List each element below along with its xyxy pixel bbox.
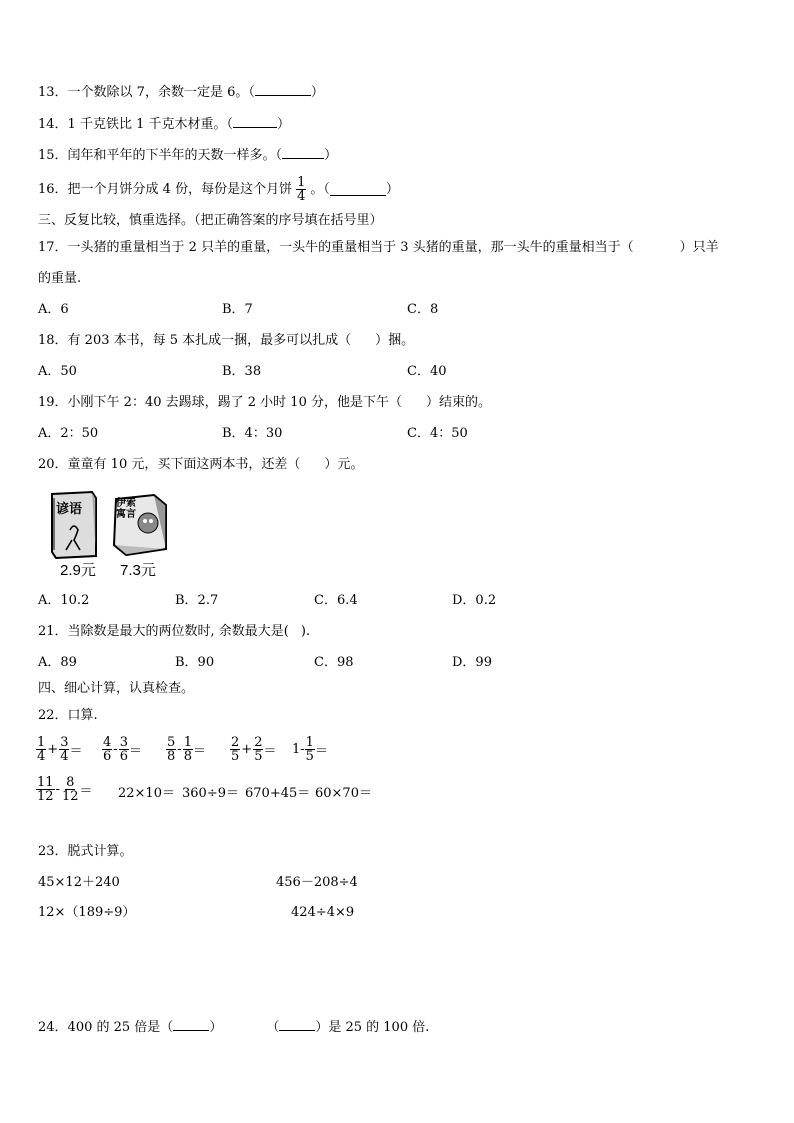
question-16 [38,176,399,203]
expression: 12×（189÷9） [38,905,136,920]
option-b[interactable]: B．2.7 [175,593,219,608]
question-number: 22． [38,708,68,723]
option-b[interactable]: B．4：30 [222,426,283,441]
paren-close: ） [310,85,324,100]
option-b[interactable]: B．7 [222,302,253,317]
question-number: 14． [38,117,68,132]
question-text-2: ）元。 [324,457,364,472]
answer-blank[interactable] [173,1018,209,1031]
calc-item: 22×10＝ [118,786,175,801]
question-text: 脱式计算。 [67,844,133,859]
option-a[interactable]: A．50 [38,364,77,379]
question-text: 1 千克铁比 1 千克木材重。（ [67,117,233,132]
answer-blank[interactable] [282,146,324,159]
question-text: 口算. [67,708,98,723]
option-c[interactable]: C．40 [407,364,447,379]
option-c[interactable]: C．98 [314,655,354,670]
option-d[interactable]: D．0.2 [452,593,497,608]
paren-close: ） [385,181,399,197]
calc-item: $\frac{4}{6}$ - $\frac{3}{6}$ ＝ [103,735,142,764]
question-number: 13． [38,85,68,100]
question-text: 童童有 10 元，买下面这两本书，还差（ [67,457,301,472]
question-20 [38,457,363,473]
paren-close: ） [324,148,338,163]
book-2-price: 7.3元 [120,562,156,579]
question-22 [38,708,98,724]
question-19 [38,395,491,411]
question-text: 一个数除以 7，余数一定是 6。（ [67,85,255,100]
section-4-heading: 四、细心计算，认真检查。 [38,681,195,696]
question-number: 15． [38,148,68,163]
question-text: 有 203 本书，每 5 本扎成一捆，最多可以扎成（ [67,333,352,348]
question-number: 17． [38,240,68,255]
answer-blank[interactable] [279,1018,315,1031]
calc-item: $\frac{2}{5}$ + $\frac{2}{5}$ ＝ [231,735,277,764]
question-number: 21． [38,624,68,639]
question-text-2: ）捆。 [375,333,415,348]
question-23 [38,844,133,860]
option-a[interactable]: A．10.2 [38,593,90,608]
question-24: 24．400 的 25 倍是（ ） （ ）是 25 的 100 倍. [38,1020,430,1035]
question-text: 闰年和平年的下半年的天数一样多。（ [67,148,283,163]
question-number: 24． [38,1020,68,1035]
question-text: 当除数是最大的两位数时, 余数最大是( [67,624,289,639]
option-d[interactable]: D．99 [452,655,492,670]
question-text: 一头猪的重量相当于 2 只羊的重量，一头牛的重量相当于 3 头猪的重量，那一头牛的重量相当于（ [67,240,634,255]
answer-blank[interactable] [233,115,277,128]
question-text-2: ). [300,624,311,639]
calc-item: $\frac{1}{4}$ + $\frac{3}{4}$ ＝ [37,735,83,764]
option-c[interactable]: C．4：50 [407,426,468,441]
question-number: 23． [38,844,68,859]
option-a[interactable]: A．2：50 [38,426,99,441]
question-text-2: 。（ [310,181,330,197]
question-text: 400 的 25 倍是（ [67,1020,174,1035]
option-b[interactable]: B．38 [222,364,262,379]
answer-blank[interactable] [255,83,311,96]
question-17-line-2: 的重量. [38,271,82,286]
calc-item: 670+45＝ [245,786,311,801]
question-17 [38,240,719,256]
option-a[interactable]: A．6 [38,302,69,317]
option-c[interactable]: C．6.4 [314,593,358,608]
calc-item: 1- $\frac{1}{5}$ ＝ [292,735,328,764]
book-2-title: 伊索寓言 [116,498,136,520]
question-15 [38,146,337,164]
question-18 [38,333,414,349]
question-text: 把一个月饼分成 4 份，每份是这个月饼 [67,181,293,197]
section-3-heading: 三、反复比较，慎重选择。（把正确答案的序号填在括号里） [38,213,383,228]
book-1-title: 谚语 [56,502,83,517]
book-1-price: 2.9元 [60,562,96,579]
question-13 [38,83,324,101]
answer-blank[interactable] [330,183,386,196]
question-number: 20． [38,457,68,472]
calc-item: $\frac{11}{12}$ - $\frac{8}{12}$ ＝ [37,775,93,804]
fraction: $\frac{1}{4}$ [297,175,306,204]
expression: 456－208÷4 [276,875,358,890]
paren-close: ） [277,117,291,132]
option-a[interactable]: A．89 [38,655,77,670]
option-b[interactable]: B．90 [175,655,215,670]
option-c[interactable]: C．8 [407,302,439,317]
expression: 45×12＋240 [38,875,120,890]
question-number: 18． [38,333,68,348]
question-14 [38,115,290,133]
calc-item: $\frac{5}{8}$ - $\frac{1}{8}$ ＝ [167,735,206,764]
question-21 [38,624,310,640]
question-number: 19． [38,395,68,410]
question-number: 16． [38,181,68,197]
question-text-2: ）只羊 [679,240,719,255]
calc-item: 360÷9＝ [182,786,239,801]
expression: 424÷4×9 [291,905,355,920]
question-text-2: ）结束的。 [425,395,491,410]
calc-item: 60×70＝ [315,786,372,801]
question-text: 小刚下午 2：40 去踢球，踢了 2 小时 10 分，他是下午（ [67,395,402,410]
